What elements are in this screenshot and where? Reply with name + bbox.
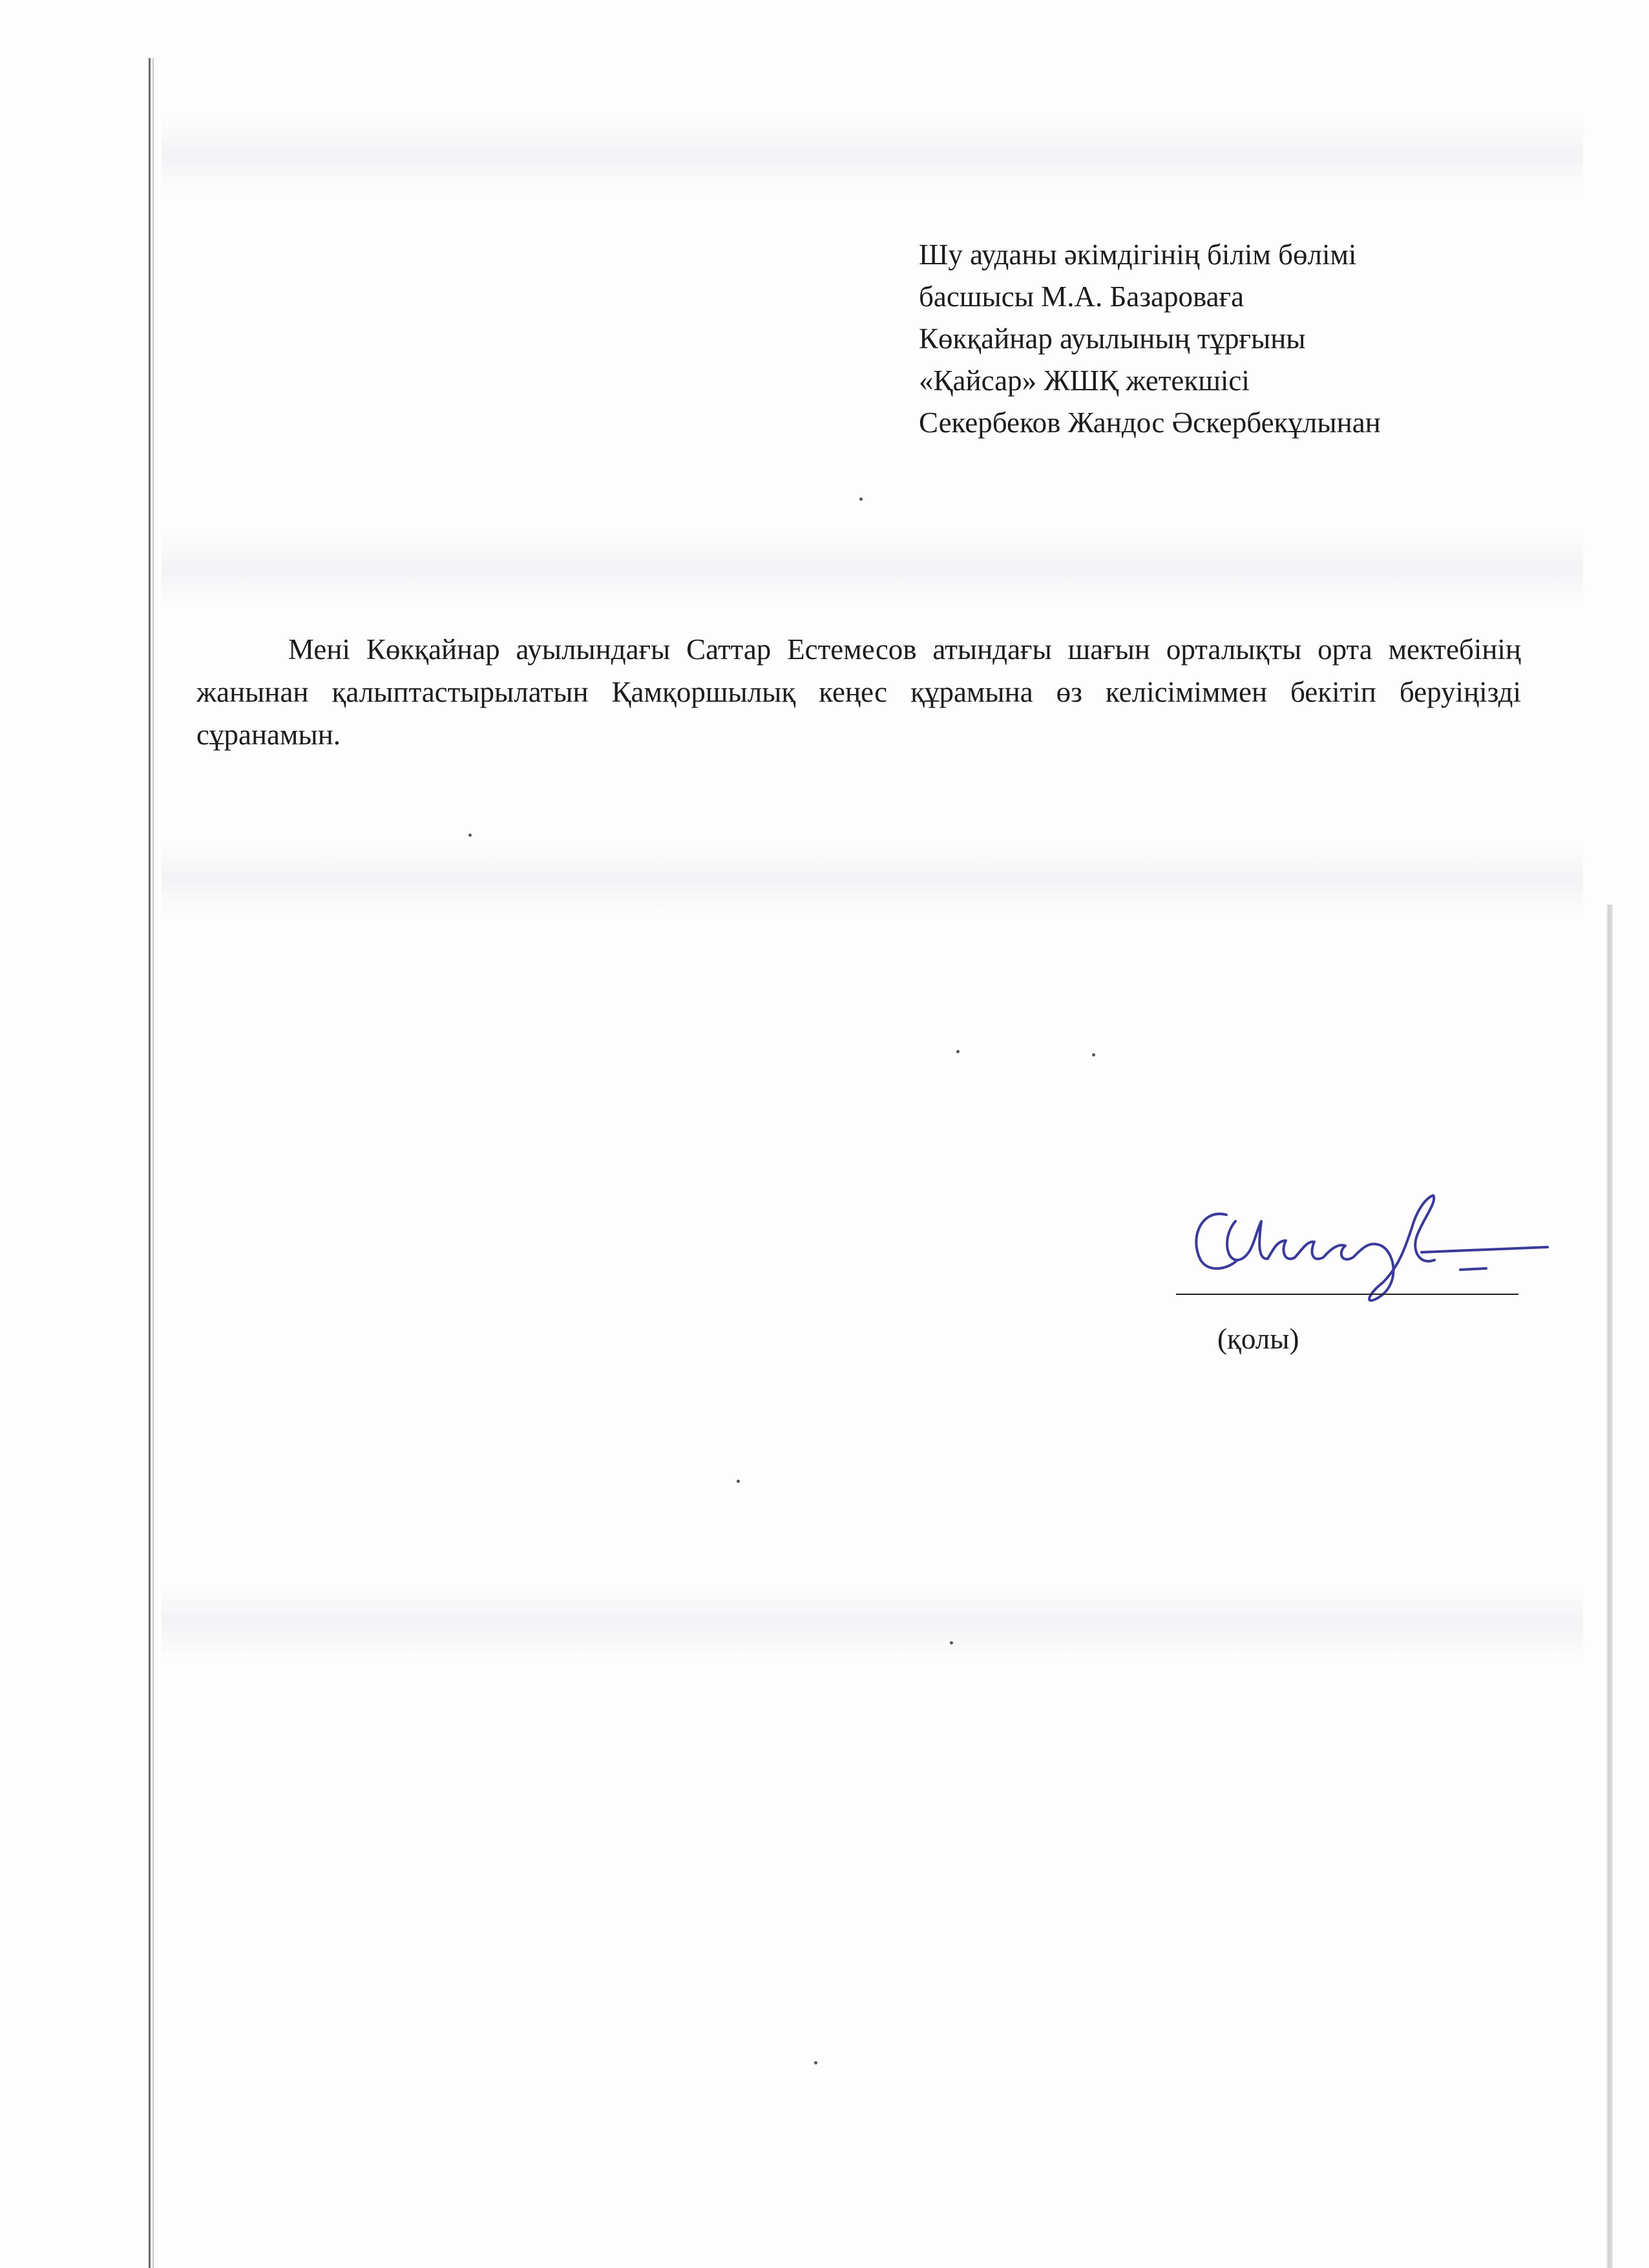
scan-speck <box>950 1641 953 1644</box>
request-paragraph: Мені Көкқайнар ауылындағы Саттар Естемесов атындағы шағын орталықты орта мектебінің жанынан қалыптастырылатын Қамқоршылық кеңес құрамына өз келісіміммен бекітіп беруіңізді сұранамын. <box>196 633 1521 751</box>
page-right-edge <box>1606 905 1613 2268</box>
signature-line <box>1176 1294 1518 1295</box>
handwritten-signature <box>1176 1176 1557 1318</box>
scan-speck <box>468 834 472 837</box>
scan-speck <box>737 1480 740 1483</box>
scan-speck <box>859 498 863 501</box>
addressee-line: Шу ауданы әкімдігінің білім бөлімі <box>919 238 1357 271</box>
addressee-line: басшысы М.А. Базароваға <box>919 280 1245 313</box>
addressee-line: Көкқайнар ауылының тұрғыны <box>919 322 1306 355</box>
page-left-edge <box>149 58 151 2268</box>
signature-block <box>1176 1176 1525 1370</box>
scan-noise <box>162 840 1583 918</box>
addressee-line: «Қайсар» ЖШҚ жетекшісі <box>919 364 1250 397</box>
scan-noise <box>162 116 1583 194</box>
scan-noise <box>162 1583 1583 1661</box>
scan-speck <box>956 1050 960 1053</box>
addressee-block <box>919 234 1381 444</box>
signature-caption: (қолы) <box>1217 1323 1299 1355</box>
scan-speck <box>814 2061 817 2064</box>
scan-noise <box>162 530 1583 607</box>
scan-speck <box>1092 1053 1095 1056</box>
page-left-edge-shadow <box>152 58 154 2268</box>
addressee-line: Секербеков Жандос Әскербекұлынан <box>919 406 1381 439</box>
